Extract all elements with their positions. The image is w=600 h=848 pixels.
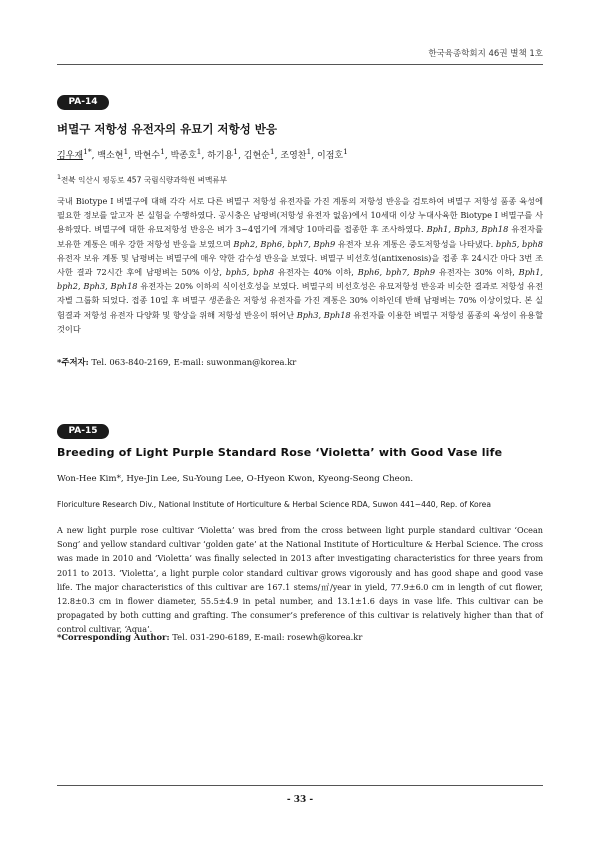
abstract-body <box>57 194 543 336</box>
contact-line <box>57 632 543 642</box>
author-mark: 1 <box>123 147 129 156</box>
abstract-title: Breeding of Light Purple Standard Rose ‘Violetta’ with Good Vase life <box>57 446 503 459</box>
body-text: 유전자 보유 계통 및 남평벼는 벼멸구에 매우 약한 감수성 반응을 보였다. 벼멸구 비선호성(antixenosis)을 접종 후 24시간 마다 3번 조사한 결과 72시간 후에 남평벼는 50% 이상, <box>57 252 543 278</box>
author-name: 박현수 <box>133 151 161 161</box>
gene-name: Bph1, bph2, Bph3, Bph18 <box>57 267 544 292</box>
contact-label: *Corresponding Author: <box>57 632 170 642</box>
author-list: Won-Hee Kim*, Hye-Jin Lee, Su-Young Lee, O-Hyeon Kwon, Kyeong-Seong Cheon. <box>57 474 414 484</box>
journal-header: 한국육종학회지 46권 별책 1호 <box>428 49 543 59</box>
gene-name: Bph6, bph7, Bph9 <box>357 267 436 278</box>
body-text: 유전자는 30% 이하, <box>435 267 519 278</box>
author-mark: 1* <box>83 147 92 156</box>
author-name: 하기용 <box>207 151 234 161</box>
body-text: 유전자를 이용한 벼멸구 저항성 품종의 육성이 유용할 것이다 <box>57 309 543 334</box>
contact-info: Tel. 063-840-2169, E-mail: suwonman@korea.kr <box>91 357 297 367</box>
affiliation-text: 전북 익산시 평동로 457 국립식량과학원 벼맥류부 <box>61 175 227 185</box>
author-name: 김현순 <box>243 151 270 161</box>
author-mark: 1 <box>306 147 312 156</box>
body-text: 유전자는 20% 이하의 식이선호성을 보였다. 벼멸구의 비선호성은 유묘저항성 반응과 비슷한 결과로 저항성 유전자별 그룹화 되었다. 접종 10일 후 벼멸구 생존율은 저항성 유전자를 가진 계통은 30% 이하인데 반해 남평벼는 70% 이상이었다. 본 실험결과 저항성 유전자 다양화 및 향상을 위해 저항성 반응이 뛰어난 <box>57 281 543 320</box>
author-name: 백소현 <box>97 151 124 161</box>
abstract-id-badge: PA-14 <box>57 95 109 110</box>
header-divider <box>57 64 543 65</box>
author-mark: 1 <box>160 147 165 156</box>
gene-name: Bph1, Bph3, Bph18 <box>426 224 509 235</box>
contact-line <box>57 356 543 368</box>
contact-label: *주저자: <box>57 357 89 367</box>
author-name: 김우재 <box>57 151 84 161</box>
body-text: 유전자를 보유한 계통은 매우 강한 저항성 반응을 보였으며 <box>57 224 543 249</box>
author-list: 김우재$^{1*}$, 백소현$^1$, 박현수$^1$, 박종호$^1$, 하기용$^1$, 김현순$^1$, 조영찬$^1$, 이점호$^1$ <box>57 147 348 161</box>
affiliation-mark: 1 <box>57 174 62 181</box>
abstract-body: A new light purple rose cultivar ‘Violetta’ was bred from the cross between light purple standard cultivar ‘Ocean Song’ and yellow standard cultivar ‘golden gate’ at the National Institute of Horticulture & Herbal Science. The cross was made in 2010 and ‘Violetta’ was finally selected in 2013 after investigating characteristics for three years from 2011 to 2013. ‘Violetta’, a light purple color standard cultivar grows vigorously and has good shape and good vase life. The major characteristics of this cultivar are 167.1 stems/㎡/year in yield, 77.9±6.0 cm in length of cut flower, 12.8±0.3 cm in flower diameter, 55.5±4.9 in petal number, and 13.1±1.6 days in vase life. This cultivar can be propagated by both cutting and grafting. The consumer’s preference of this cultivar is relatively higher than that of control cultivar, ‘Aqua’. <box>57 525 543 635</box>
body-text: 유전자는 40% 이하, <box>274 267 358 278</box>
affiliation: Floriculture Research Div., National Institute of Horticulture & Herbal Science RDA, Suwon 441−440, Rep. of Korea <box>57 500 491 509</box>
author-mark: 1 <box>269 147 275 156</box>
affiliation <box>57 174 543 186</box>
author-name: 조영찬 <box>280 151 307 161</box>
gene-name: bph5, bph8 <box>495 238 543 249</box>
author-name: 이점호 <box>317 151 344 161</box>
author-mark: 1 <box>233 147 239 156</box>
gene-name: Bph2, Bph6, bph7, Bph9 <box>233 238 336 249</box>
page-number: - 33 - <box>286 795 314 805</box>
gene-name: Bph3, Bph18 <box>296 309 351 320</box>
author-name: 박종호 <box>170 151 197 161</box>
contact-info: Tel. 031-290-6189, E-mail: rosewh@korea.kr <box>172 632 363 642</box>
body-text: 국내 Biotype I 벼멸구에 대해 각각 서로 다른 벼멸구 저항성 유전자를 가진 계통의 저항성 반응을 검토하여 벼멸구 저항성 품종 육성에 필요한 정보를 알고자 본 실험을 수행하였다. 공시충은 남평벼(저항성 유전자 없음)에서 10세대 이상 누대사육한 Biotype I 벼멸구를 사용하였다. 벼멸구에 대한 유묘저항성 반응은 벼가 3~4엽기에 개체당 10마리를 접종한 후 조사하였다. <box>57 196 543 235</box>
gene-name: bph5, bph8 <box>225 267 275 278</box>
footer-divider <box>57 785 543 786</box>
author-mark: 1 <box>196 147 202 156</box>
body-text: 유전자 보유 계통은 중도저항성을 나타냈다. <box>335 238 496 249</box>
abstract-title: 벼멸구 저항성 유전자의 유묘기 저항성 반응 <box>57 122 277 136</box>
abstract-id-badge: PA-15 <box>57 424 109 439</box>
author-mark: 1 <box>343 147 348 156</box>
